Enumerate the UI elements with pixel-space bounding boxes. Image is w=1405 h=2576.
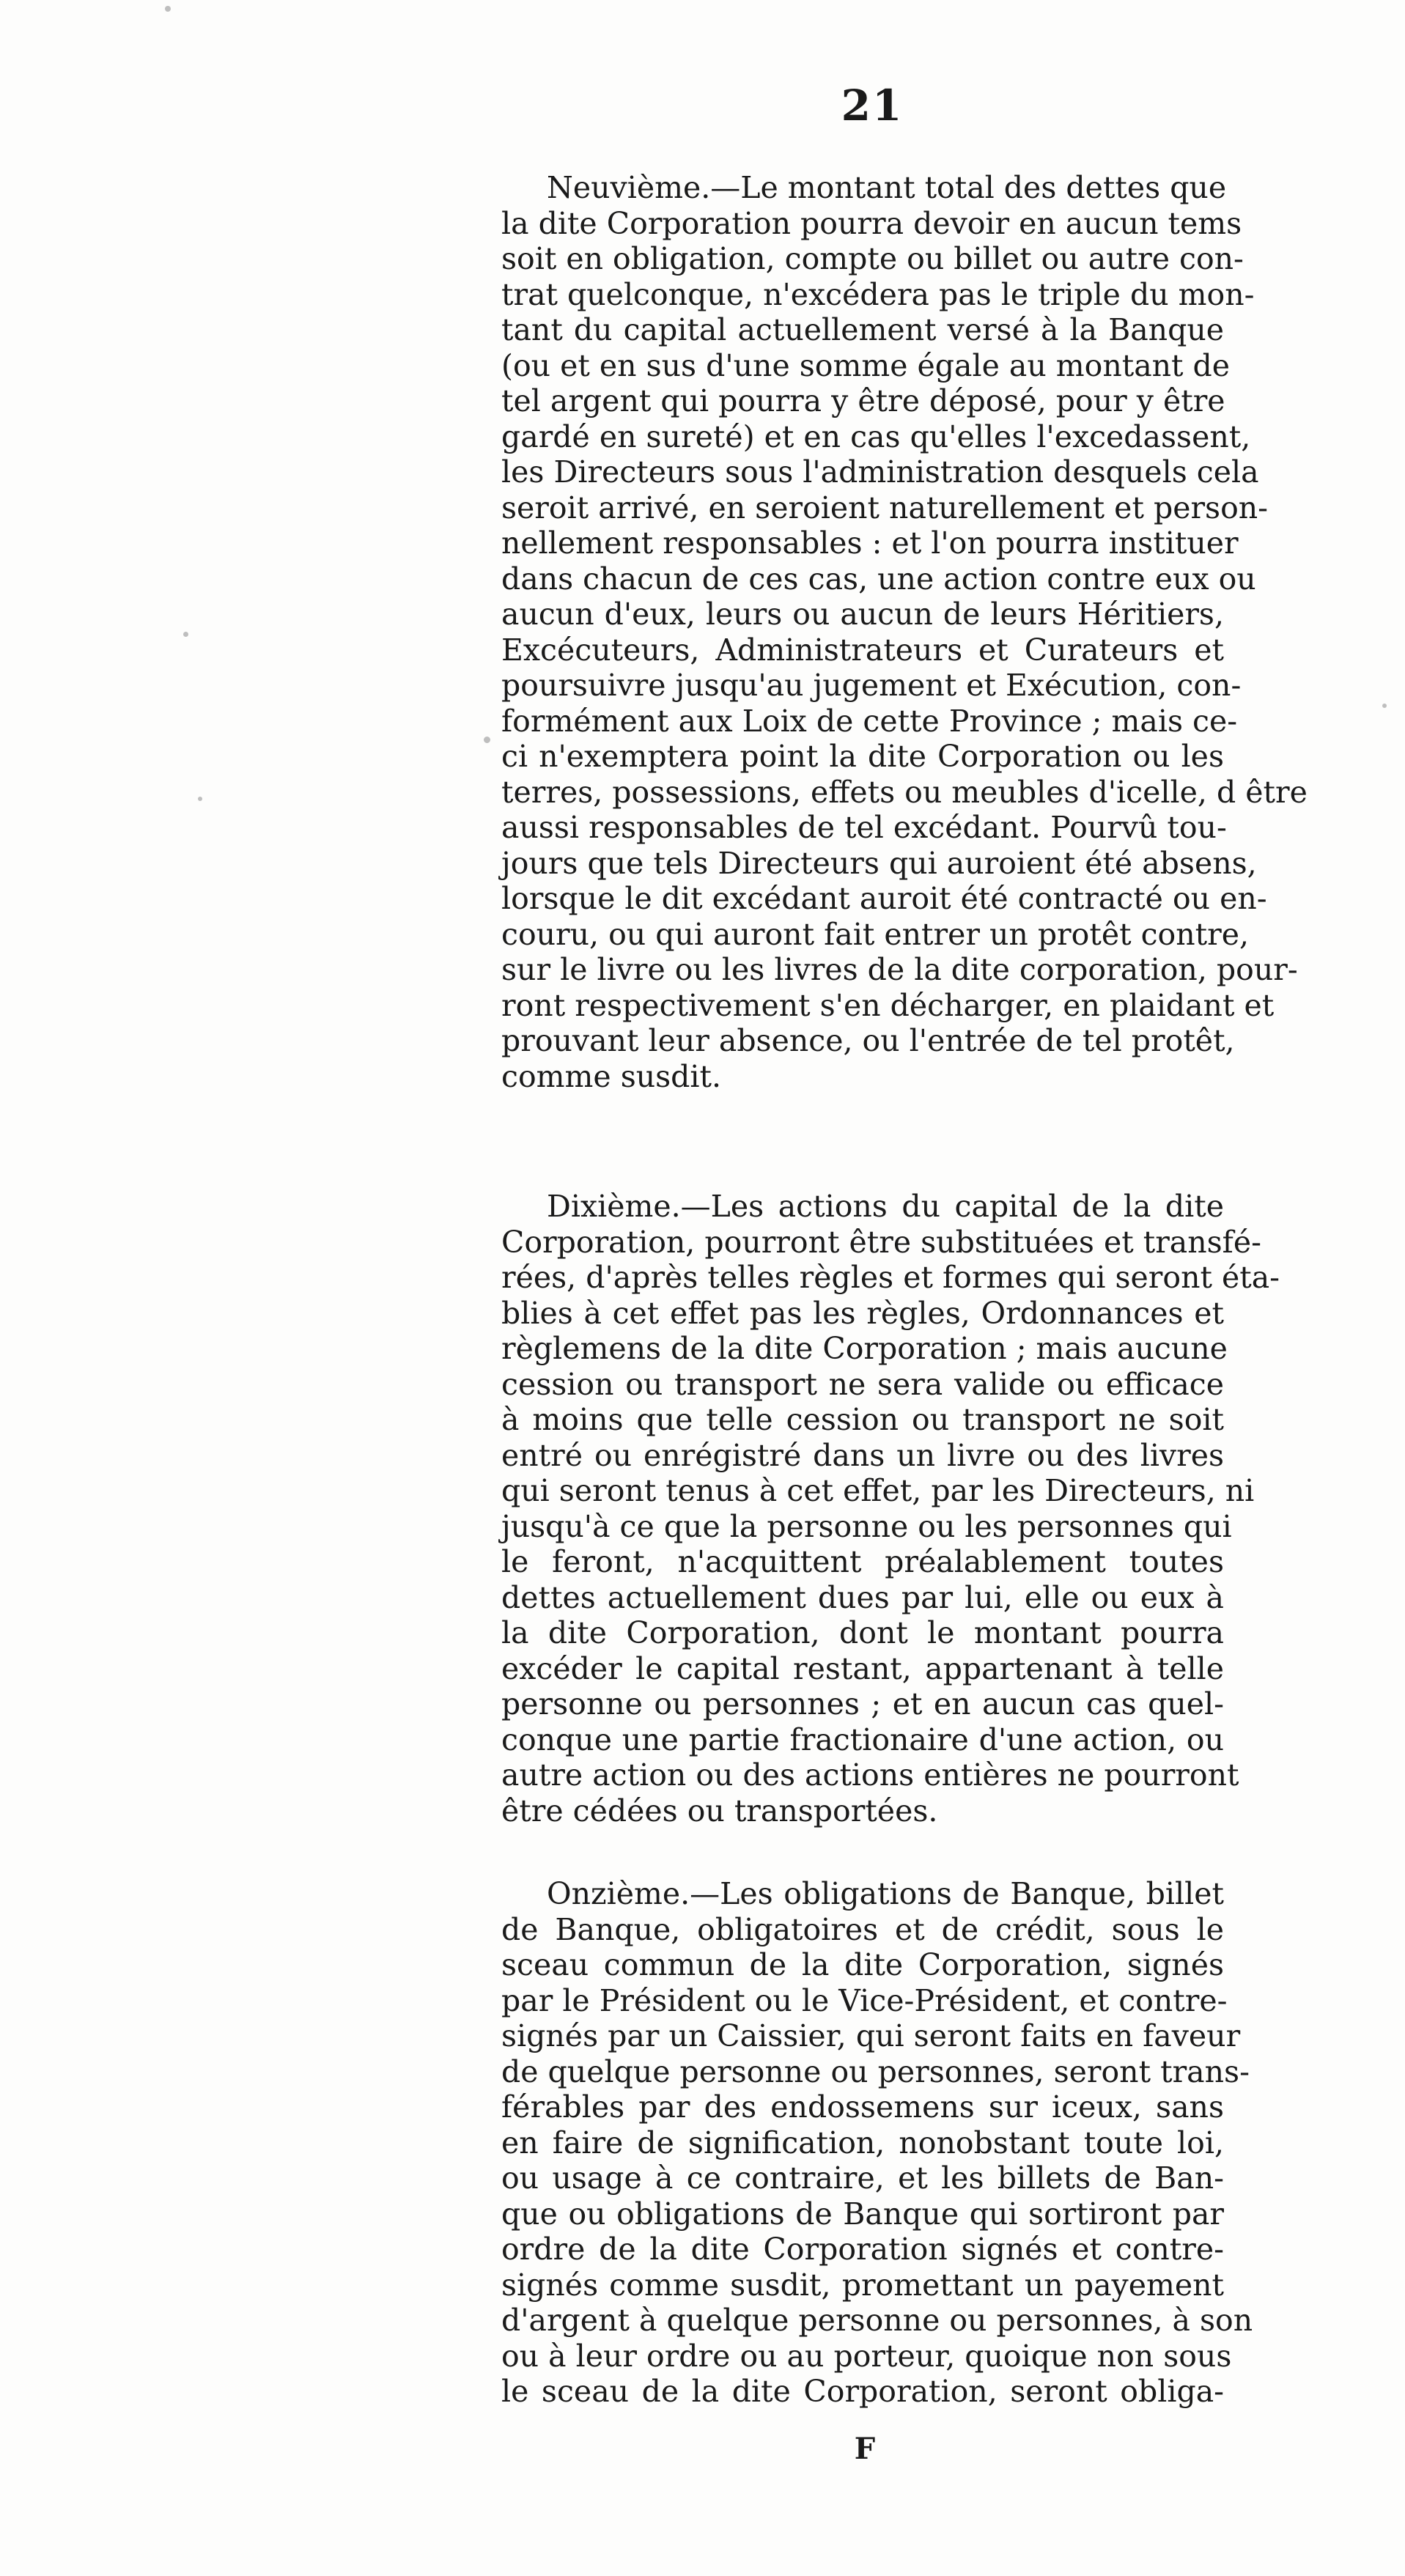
text-line: rées, d'après telles règles et formes qui seront éta-	[501, 1260, 1280, 1295]
text-line: Dixième.—Les actions du capital de la dite	[547, 1189, 1224, 1224]
text-line: en faire de signification, nonobstant toute loi,	[501, 2125, 1224, 2160]
text-line: couru, ou qui auront fait entrer un protêt contre,	[501, 916, 1250, 952]
text-line: tel argent qui pourra y être déposé, pour y être	[501, 383, 1225, 418]
scan-speck	[183, 632, 188, 637]
text-line: personne ou personnes ; et en aucun cas quel-	[501, 1686, 1224, 1721]
text-line: ordre de la dite Corporation signés et contre-	[501, 2232, 1224, 2267]
text-line: trat quelconque, n'excédera pas le triple du mon-	[501, 276, 1255, 312]
text-line: férables par des endossemens sur iceux, sans	[501, 2089, 1224, 2125]
text-line: de quelque personne ou personnes, seront trans-	[501, 2053, 1250, 2089]
text-line: gardé en sureté) et en cas qu'elles l'excedassent,	[501, 418, 1251, 454]
paragraph-onzieme	[501, 1876, 1253, 2410]
text-line: conque une partie fractionaire d'une action, ou	[501, 1721, 1224, 1757]
text-line: sceau commun de la dite Corporation, signés	[501, 1947, 1224, 1982]
text-line: sur le livre ou les livres de la dite corporation, pour-	[501, 952, 1298, 987]
text-line: jusqu'à ce que la personne ou les personnes qui	[501, 1508, 1232, 1544]
text-line: signés par un Caissier, qui seront faits en faveur	[501, 2018, 1241, 2053]
text-line: le sceau de la dite Corporation, seront obliga-	[501, 2374, 1224, 2409]
text-line: de Banque, obligatoires et de crédit, sous le	[501, 1911, 1224, 1947]
text-line: tant du capital actuellement versé à la Banque	[501, 312, 1224, 347]
text-line: être cédées ou transportées.	[501, 1793, 938, 1828]
text-line: Neuvième.—Le montant total des dettes que	[547, 170, 1227, 205]
paragraph-dixieme	[501, 1189, 1280, 1828]
signature-mark: F	[854, 2432, 876, 2466]
text-line: comme susdit.	[501, 1058, 722, 1094]
text-line: Corporation, pourront être substituées et transfé-	[501, 1224, 1261, 1260]
scan-speck	[198, 797, 202, 801]
text-line: dans chacun de ces cas, une action contre eux ou	[501, 561, 1256, 597]
text-line: ou usage à ce contraire, et les billets de Ban-	[501, 2160, 1224, 2196]
text-line: autre action ou des actions entières ne pourront	[501, 1757, 1239, 1793]
scan-speck	[165, 6, 171, 12]
text-line: dettes actuellement dues par lui, elle ou eux à	[501, 1579, 1224, 1615]
text-line: règlemens de la dite Corporation ; mais aucune	[501, 1331, 1228, 1366]
text-line: lorsque le dit excédant auroit été contracté ou en-	[501, 881, 1267, 916]
text-line: terres, possessions, effets ou meubles d'icelle, d être	[501, 774, 1308, 810]
text-line: blies à cet effet pas les règles, Ordonnances et	[501, 1295, 1224, 1331]
text-line: d'argent à quelque personne ou personnes, à son	[501, 2303, 1253, 2338]
text-line: poursuivre jusqu'au jugement et Exécution, con-	[501, 668, 1242, 703]
page-number: 21	[841, 81, 904, 130]
text-line: excéder le capital restant, appartenant à telle	[501, 1650, 1224, 1686]
text-line: que ou obligations de Banque qui sortiront par	[501, 2196, 1224, 2232]
text-line: Onzième.—Les obligations de Banque, billet	[547, 1876, 1224, 1911]
text-line: le feront, n'acquittent préalablement toutes	[501, 1544, 1224, 1579]
text-line: signés comme susdit, promettant un payement	[501, 2267, 1224, 2303]
text-line: Excécuteurs, Administrateurs et Curateurs et	[501, 632, 1224, 668]
text-line: prouvant leur absence, ou l'entrée de tel protêt,	[501, 1023, 1235, 1058]
text-line: jours que tels Directeurs qui auroient été absens,	[501, 845, 1257, 881]
text-line: par le Président ou le Vice-Président, et contre-	[501, 1982, 1228, 2018]
text-line: la dite Corporation pourra devoir en aucun tems	[501, 205, 1242, 241]
paragraph-neuvieme	[501, 170, 1308, 1094]
text-line: (ou et en sus d'une somme égale au montant de	[501, 347, 1231, 383]
text-line: seroit arrivé, en seroient naturellement et person-	[501, 490, 1269, 525]
scan-speck	[1382, 704, 1387, 708]
text-line: la dite Corporation, dont le montant pourra	[501, 1615, 1224, 1650]
text-line: soit en obligation, compte ou billet ou autre con-	[501, 241, 1244, 276]
text-line: aussi responsables de tel excédant. Pourvû tou-	[501, 810, 1227, 845]
text-line: ou à leur ordre ou au porteur, quoique non sous	[501, 2338, 1232, 2374]
text-line: les Directeurs sous l'administration desquels cela	[501, 454, 1259, 490]
text-line: ront respectivement s'en décharger, en plaidant et	[501, 987, 1275, 1023]
text-line: nellement responsables : et l'on pourra instituer	[501, 525, 1239, 561]
text-line: ci n'exemptera point la dite Corporation ou les	[501, 739, 1224, 774]
text-line: cession ou transport ne sera valide ou efficace	[501, 1366, 1224, 1402]
text-line: qui seront tenus à cet effet, par les Directeurs, ni	[501, 1473, 1255, 1508]
text-line: formément aux Loix de cette Province ; mais ce-	[501, 703, 1238, 739]
text-line: à moins que telle cession ou transport ne soit	[501, 1402, 1224, 1437]
text-line: aucun d'eux, leurs ou aucun de leurs Héritiers,	[501, 597, 1224, 632]
text-line: entré ou enrégistré dans un livre ou des livres	[501, 1437, 1224, 1473]
scan-speck	[484, 737, 490, 743]
